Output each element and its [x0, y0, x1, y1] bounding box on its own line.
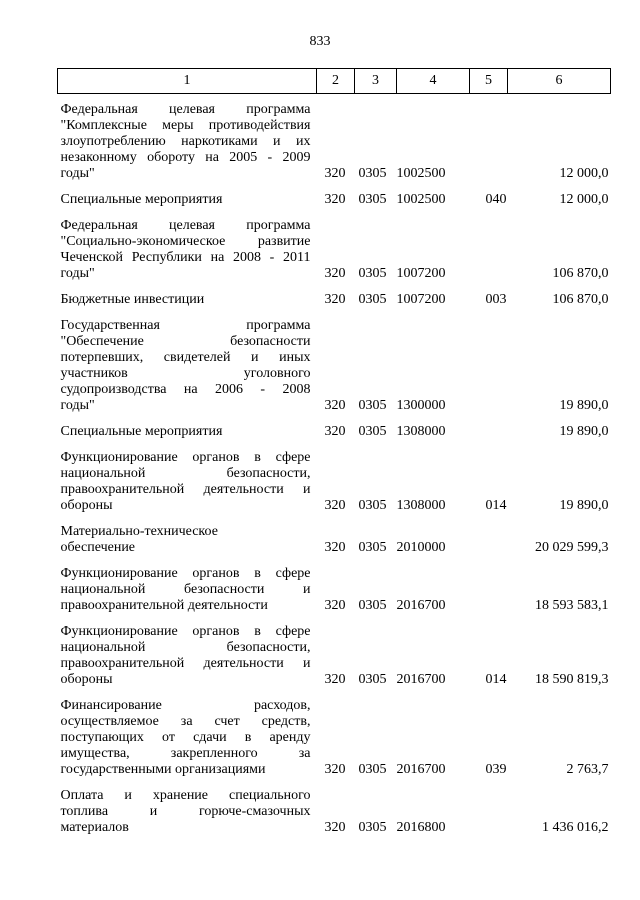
- chapter-code: 320: [324, 672, 346, 687]
- target-article-code: 1308000: [396, 424, 446, 439]
- target-article-code: 1007200: [396, 266, 446, 281]
- item-name: [58, 619, 317, 693]
- item-name-line: Федеральная целевая программа: [60, 102, 311, 117]
- item-name-line: злоупотреблению наркотиками и их: [60, 134, 311, 149]
- target-article-code: 2016700: [396, 762, 446, 777]
- expense-type-code: [470, 419, 508, 445]
- column-header-5: 5: [470, 69, 508, 94]
- item-name-line: годы": [60, 266, 95, 281]
- chapter-code: 320: [324, 762, 346, 777]
- section-code: 0305: [358, 540, 387, 555]
- item-name: [58, 287, 317, 313]
- amount: 2 763,7: [566, 762, 609, 777]
- item-name-line: "Социально-экономическое развитие: [60, 234, 311, 249]
- item-name-line: Материально-техническое: [60, 524, 218, 539]
- target-article-code: 1002500: [396, 192, 446, 207]
- target-article-code: 1007200: [396, 292, 446, 307]
- item-name-line: правоохранительной деятельности: [60, 598, 268, 613]
- table-row: [58, 619, 611, 693]
- table-row: [58, 187, 611, 213]
- expense-type-code: 003: [485, 292, 507, 307]
- item-name-line: обороны: [60, 498, 113, 513]
- chapter-code: 320: [324, 820, 346, 835]
- item-name-line: Чеченской Республики на 2008 - 2011: [60, 250, 311, 265]
- expense-type-code: [470, 561, 508, 619]
- item-name: [58, 783, 317, 841]
- item-name: [58, 213, 317, 287]
- target-article-code: 1300000: [396, 398, 446, 413]
- amount: 1 436 016,2: [542, 820, 609, 835]
- amount: 19 890,0: [559, 498, 609, 513]
- expense-type-code: [470, 519, 508, 561]
- item-name-line: имущества, закрепленного за: [60, 746, 311, 761]
- chapter-code: 320: [324, 424, 346, 439]
- item-name-line: правоохранительной деятельности и: [60, 656, 311, 671]
- amount: 18 593 583,1: [535, 598, 609, 613]
- column-header-3: 3: [355, 69, 397, 94]
- item-name: [58, 519, 317, 561]
- item-name-line: Функционирование органов в сфере: [60, 450, 311, 465]
- section-code: 0305: [358, 498, 387, 513]
- table-row: [58, 313, 611, 419]
- column-header-4: 4: [397, 69, 470, 94]
- chapter-code: 320: [324, 192, 346, 207]
- item-name-line: национальной безопасности и: [60, 582, 311, 597]
- item-name-line: осуществляемое за счет средств,: [60, 714, 311, 729]
- table-row: [58, 94, 611, 188]
- table-body: [58, 94, 611, 842]
- item-name-line: Функционирование органов в сфере: [60, 624, 311, 639]
- target-article-code: 2016800: [396, 820, 446, 835]
- item-name: [58, 94, 317, 188]
- section-code: 0305: [358, 398, 387, 413]
- item-name-line: "Комплексные меры противодействия: [60, 118, 311, 133]
- target-article-code: 2016700: [396, 672, 446, 687]
- amount: 12 000,0: [559, 192, 609, 207]
- target-article-code: 1308000: [396, 498, 446, 513]
- amount: 19 890,0: [559, 424, 609, 439]
- amount: 19 890,0: [559, 398, 609, 413]
- section-code: 0305: [358, 192, 387, 207]
- table-row: [58, 561, 611, 619]
- item-name-line: материалов: [60, 820, 129, 835]
- chapter-code: 320: [324, 398, 346, 413]
- expense-type-code: [470, 213, 508, 287]
- section-code: 0305: [358, 266, 387, 281]
- table-row: [58, 783, 611, 841]
- item-name-line: незаконному обороту на 2005 - 2009: [60, 150, 311, 165]
- item-name: [58, 187, 317, 213]
- item-name: [58, 693, 317, 783]
- item-name: [58, 561, 317, 619]
- item-name-line: потерпевших, свидетелей и иных: [60, 350, 311, 365]
- table-header-row: [58, 69, 611, 94]
- column-header-6: 6: [508, 69, 611, 94]
- section-code: 0305: [358, 762, 387, 777]
- expense-type-code: 014: [485, 672, 507, 687]
- chapter-code: 320: [324, 498, 346, 513]
- table-row: [58, 419, 611, 445]
- table-row: [58, 213, 611, 287]
- section-code: 0305: [358, 598, 387, 613]
- chapter-code: 320: [324, 292, 346, 307]
- item-name-line: Специальные мероприятия: [60, 192, 223, 207]
- item-name-line: обеспечение: [60, 540, 136, 555]
- chapter-code: 320: [324, 166, 346, 181]
- item-name-line: Государственная программа: [60, 318, 311, 333]
- amount: 106 870,0: [552, 292, 609, 307]
- item-name-line: поступающих от сдачи в аренду: [60, 730, 311, 745]
- item-name-line: годы": [60, 166, 95, 181]
- page-number: 833: [309, 34, 331, 49]
- chapter-code: 320: [324, 540, 346, 555]
- section-code: 0305: [358, 424, 387, 439]
- expense-type-code: [470, 313, 508, 419]
- budget-table: [57, 68, 611, 841]
- target-article-code: 2016700: [396, 598, 446, 613]
- expense-type-code: 014: [485, 498, 507, 513]
- chapter-code: 320: [324, 266, 346, 281]
- item-name-line: государственными организациями: [60, 762, 266, 777]
- item-name-line: топлива и горюче-смазочных: [60, 804, 311, 819]
- section-code: 0305: [358, 672, 387, 687]
- item-name: [58, 313, 317, 419]
- table-row: [58, 519, 611, 561]
- amount: 20 029 599,3: [535, 540, 609, 555]
- item-name-line: национальной безопасности,: [60, 466, 311, 481]
- item-name: [58, 445, 317, 519]
- item-name-line: Специальные мероприятия: [60, 424, 223, 439]
- item-name-line: правоохранительной деятельности и: [60, 482, 311, 497]
- target-article-code: 2010000: [396, 540, 446, 555]
- item-name-line: Бюджетные инвестиции: [60, 292, 205, 307]
- item-name-line: "Обеспечение безопасности: [60, 334, 311, 349]
- target-article-code: 1002500: [396, 166, 446, 181]
- column-header-2: 2: [317, 69, 355, 94]
- column-header-1: 1: [58, 69, 317, 94]
- item-name-line: участников уголовного: [60, 366, 311, 381]
- item-name-line: судопроизводства на 2006 - 2008: [60, 382, 311, 397]
- item-name-line: годы": [60, 398, 95, 413]
- section-code: 0305: [358, 166, 387, 181]
- expense-type-code: 039: [485, 762, 507, 777]
- item-name: [58, 419, 317, 445]
- amount: 106 870,0: [552, 266, 609, 281]
- item-name-line: Функционирование органов в сфере: [60, 566, 311, 581]
- table-row: [58, 287, 611, 313]
- item-name-line: Финансирование расходов,: [60, 698, 311, 713]
- section-code: 0305: [358, 820, 387, 835]
- amount: 18 590 819,3: [535, 672, 609, 687]
- table-row: [58, 445, 611, 519]
- amount: 12 000,0: [559, 166, 609, 181]
- chapter-code: 320: [324, 598, 346, 613]
- expense-type-code: [470, 783, 508, 841]
- item-name-line: национальной безопасности,: [60, 640, 311, 655]
- expense-type-code: 040: [485, 192, 507, 207]
- item-name-line: Оплата и хранение специального: [60, 788, 311, 803]
- item-name-line: Федеральная целевая программа: [60, 218, 311, 233]
- section-code: 0305: [358, 292, 387, 307]
- expense-type-code: [470, 94, 508, 188]
- item-name-line: обороны: [60, 672, 113, 687]
- table-row: [58, 693, 611, 783]
